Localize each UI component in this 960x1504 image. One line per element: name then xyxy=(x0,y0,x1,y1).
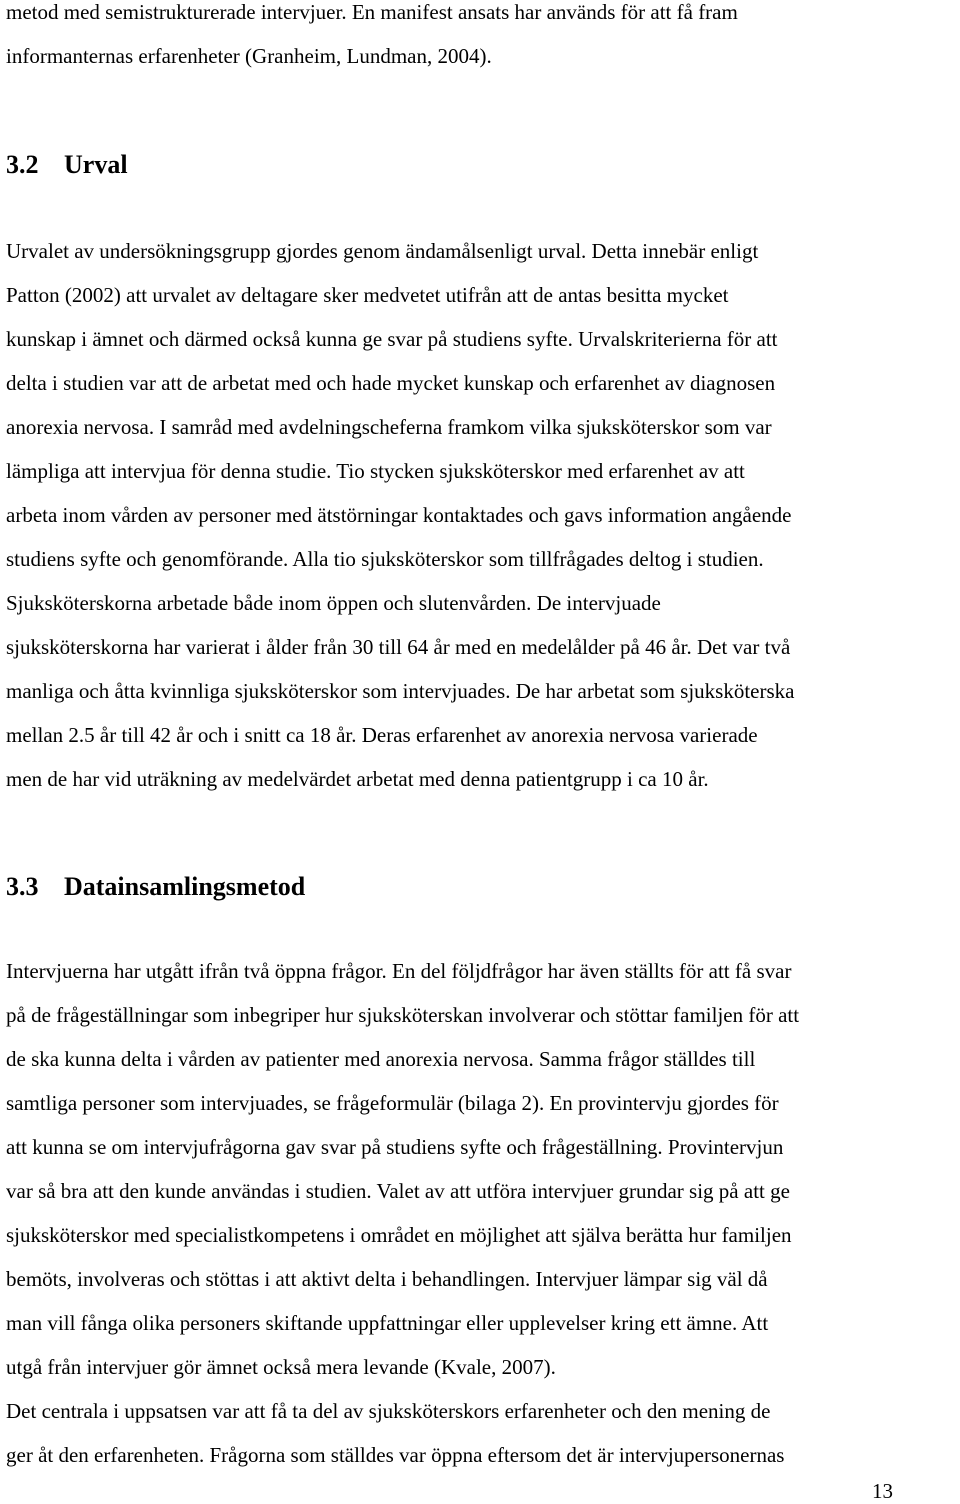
section-heading-urval xyxy=(6,150,128,180)
text-line: metod med semistrukturerade intervjuer. En manifest ansats har används för att få fram xyxy=(6,0,738,24)
section-number: 3.2 xyxy=(6,150,39,179)
text-line: anorexia nervosa. I samråd med avdelningscheferna framkom vilka sjuksköterskor som var xyxy=(6,415,772,439)
section-title: Urval xyxy=(64,150,128,179)
text-line: att kunna se om intervjufrågorna gav svar på studiens syfte och frågeställning. Provintervjun xyxy=(6,1135,784,1159)
text-line: delta i studien var att de arbetat med och hade mycket kunskap och erfarenhet av diagnosen xyxy=(6,371,776,395)
section-title: Datainsamlingsmetod xyxy=(64,872,306,901)
text-line: på de frågeställningar som inbegriper hur sjuksköterskan involverar och stöttar familjen för att xyxy=(6,1003,800,1027)
text-line: Sjuksköterskorna arbetade både inom öppen och slutenvården. De intervjuade xyxy=(6,591,661,615)
text-line: mellan 2.5 år till 42 år och i snitt ca 18 år. Deras erfarenhet av anorexia nervosa varierade xyxy=(6,723,758,747)
text-line: man vill fånga olika personers skiftande uppfattningar eller upplevelser kring ett ämne. Att xyxy=(6,1311,769,1335)
text-line: bemöts, involveras och stöttas i att aktivt delta i behandlingen. Intervjuer lämpar sig väl då xyxy=(6,1267,768,1291)
text-line: utgå från intervjuer gör ämnet också mera levande (Kvale, 2007). xyxy=(6,1355,556,1379)
page-number: 13 xyxy=(872,1479,893,1503)
section-heading-datainsamlingsmetod xyxy=(6,872,305,902)
text-line: ger åt den erfarenheten. Frågorna som ställdes var öppna eftersom det är intervjupersonernas xyxy=(6,1443,785,1467)
text-line: Intervjuerna har utgått ifrån två öppna frågor. En del följdfrågor har även ställts för att få svar xyxy=(6,959,792,983)
text-line: men de har vid uträkning av medelvärdet arbetat med denna patientgrupp i ca 10 år. xyxy=(6,767,709,791)
continued-paragraph xyxy=(6,0,738,78)
text-line: Det centrala i uppsatsen var att få ta del av sjuksköterskors erfarenheter och den mening de xyxy=(6,1399,771,1423)
urval-paragraph xyxy=(6,229,794,801)
text-line: kunskap i ämnet och därmed också kunna ge svar på studiens syfte. Urvalskriterierna för att xyxy=(6,327,778,351)
text-line: samtliga personer som intervjuades, se frågeformulär (bilaga 2). En provintervju gjordes för xyxy=(6,1091,779,1115)
text-line: sjuksköterskor med specialistkompetens i området en möjlighet att själva berätta hur familjen xyxy=(6,1223,792,1247)
text-line: Urvalet av undersökningsgrupp gjordes genom ändamålsenligt urval. Detta innebär enligt xyxy=(6,239,759,263)
text-line: var så bra att den kunde användas i studien. Valet av att utföra intervjuer grundar sig på att ge xyxy=(6,1179,790,1203)
text-line: studiens syfte och genomförande. Alla tio sjuksköterskor som tillfrågades deltog i studien. xyxy=(6,547,764,571)
text-line: Patton (2002) att urvalet av deltagare sker medvetet utifrån att de antas besitta mycket xyxy=(6,283,729,307)
text-line: de ska kunna delta i vården av patienter med anorexia nervosa. Samma frågor ställdes till xyxy=(6,1047,756,1071)
text-line: lämpliga att intervjua för denna studie. Tio stycken sjuksköterskor med erfarenhet av att xyxy=(6,459,745,483)
datainsamling-paragraph xyxy=(6,949,799,1477)
text-line: arbeta inom vården av personer med ätstörningar kontaktades och gavs information angående xyxy=(6,503,792,527)
text-line: informanternas erfarenheter (Granheim, Lundman, 2004). xyxy=(6,44,492,68)
section-number: 3.3 xyxy=(6,872,39,901)
text-line: manliga och åtta kvinnliga sjuksköterskor som intervjuades. De har arbetat som sjuksköterska xyxy=(6,679,795,703)
text-line: sjuksköterskorna har varierat i ålder från 30 till 64 år med en medelålder på 46 år. Det var två xyxy=(6,635,791,659)
